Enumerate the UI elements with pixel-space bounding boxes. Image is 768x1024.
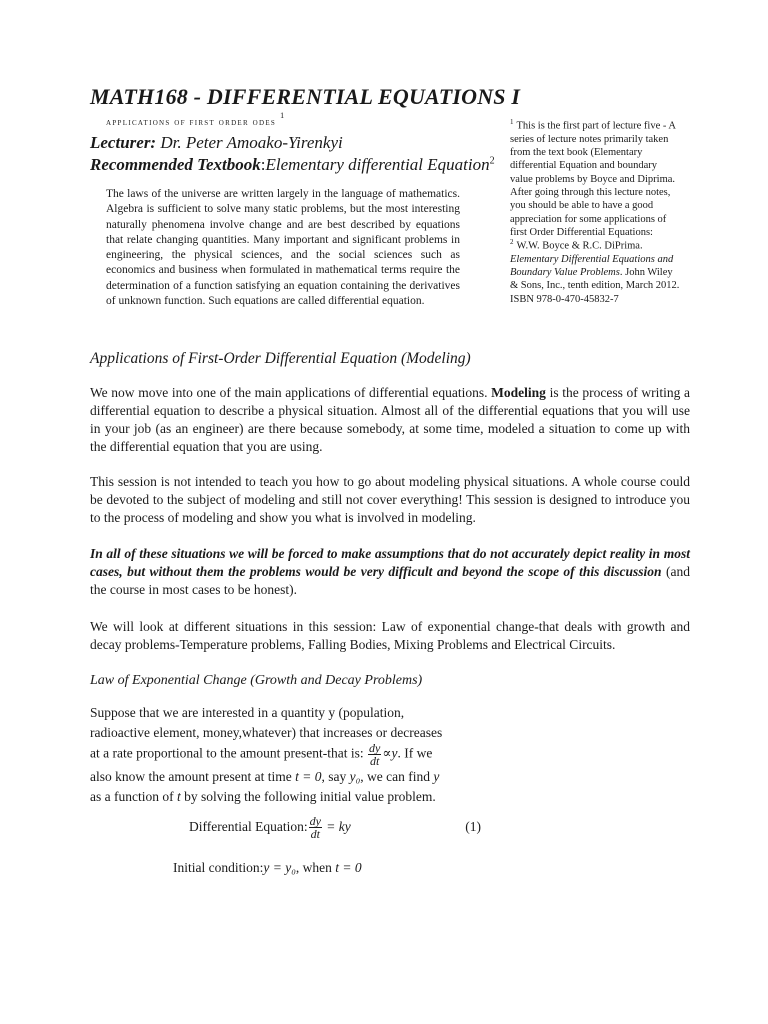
equation-numerator: dy [309, 814, 321, 829]
equation-label: Differential Equation: [189, 819, 308, 834]
fraction-denominator: dt [370, 754, 380, 768]
initial-condition-time: t = 0 [335, 860, 362, 875]
sidenote-2-book-title: Elementary Differential Equations and Boundary Value Problems [510, 253, 674, 279]
lecturer-label: Lecturer: [90, 133, 157, 152]
document-subtitle [106, 111, 285, 129]
initial-condition [173, 860, 362, 876]
p1-bold-term: Modeling [491, 385, 546, 400]
p5-text-f: by solving the following initial value problem. [184, 788, 436, 804]
p5-text-c: , say [321, 769, 347, 784]
equation-rhs: = ky [322, 819, 351, 834]
paragraph-exponential-change [90, 703, 452, 806]
equation-fraction [309, 815, 322, 840]
equation-number: (1) [465, 819, 481, 834]
textbook-label: Recommended Textbook [90, 155, 261, 174]
paragraph-situations: We will look at different situations in this session: Law of exponential change-that deals with growth and decay problems-Temperature problems, Falling Bodies, Mixing Problems and Electrical Circuits. [90, 619, 690, 652]
math-y0: y₀ [349, 769, 361, 784]
p5-text-e: as a function of [90, 788, 174, 804]
fraction-numerator: dy [369, 741, 381, 755]
p5-text-b: . If we also know the amount present at time [90, 745, 433, 784]
lecturer-name: Dr. Peter Amoako-Yirenkyi [160, 133, 343, 152]
equation-denominator: dt [310, 827, 320, 842]
footnote-ref-1[interactable]: 1 [280, 111, 285, 120]
p5-intro: Suppose that we are interested in a quantity y (population, radioactive element, money,whatever) that increases or decreases at a rate proportional to the amount present-that is: [90, 705, 443, 761]
equation-1 [189, 810, 485, 844]
subtitle-text: applications of first order odes [106, 118, 277, 129]
document-title: MATH168 - DIFFERENTIAL EQUATIONS I [90, 84, 521, 109]
math-t-zero: t = 0 [295, 769, 322, 784]
sidenote-2-publisher: . John Wiley & Sons, Inc., tenth edition, March 2012. ISBN 978-0-470-45832-7 [510, 267, 680, 305]
textbook-colon: : [260, 155, 266, 174]
p1-intro: We now move into one of the main applications of differential equations. [90, 385, 488, 400]
sidenote-2 [510, 236, 682, 306]
textbook-title: Elementary differential Equation [265, 155, 490, 174]
math-t: t [176, 788, 181, 804]
p3-rest: (and the course in most cases to be honest). [90, 564, 691, 597]
paragraph-session-scope: This session is not intended to teach you how to go about modeling physical situations. A whole course could be devoted to the subject of modeling and still not cover everything! This session is designed to introduce you to the process of modeling and show you what is involved in modeling. [90, 474, 690, 525]
paragraph-assumptions [90, 545, 690, 599]
sidenote-1-number: 1 [510, 118, 514, 126]
subsection-heading: Law of Exponential Change (Growth and Decay Problems) [90, 673, 423, 688]
sidenote-2-number: 2 [510, 238, 514, 246]
sidenote-1 [510, 116, 682, 239]
proportional-symbol: ∝y [382, 745, 398, 761]
sidenote-2-authors: W.W. Boyce & R.C. DiPrima. [516, 240, 643, 252]
p1-body: is the process of writing a differential equation to describe a physical situation. Almost all of the differential equations that you will use in your job (as an engineer) are there because somebody, at some time, modeled a situation to come up with the differential equation that you are using. [90, 385, 691, 454]
lecturer-line [90, 133, 343, 153]
abstract: The laws of the universe are written largely in the language of mathematics. Algebra is sufficient to solve many static problems, but the most interesting naturally phenomena involve change and are best described by equations that relate changing quantities. Many important and significant problems in engineering, the physical sciences, and the social sciences such as economics and business when formulated in mathematical terms require the determination of a function satisfying an equation containing the derivatives of unknown function. Such equations are called differential equation. [106, 188, 460, 308]
textbook-line [90, 155, 495, 175]
initial-condition-when: , when [295, 860, 336, 875]
paragraph-modeling [90, 384, 690, 456]
inline-fraction-dy-dt [368, 742, 381, 767]
footnote-ref-2[interactable]: 2 [489, 155, 495, 167]
p3-emphasis: In all of these situations we will be forced to make assumptions that do not accurately depict reality in most cases, but without them the problems would be very difficult and beyond the scope of this discussion [90, 546, 690, 579]
initial-condition-equation: y = y₀ [263, 860, 296, 875]
sidenote-1-text: This is the first part of lecture five - A series of lecture notes primarily taken from the text book (Elementary differential Equation and boundary value problems by Boyce and Diprima. After going through this lecture notes, you should be able to have a good appreciation for some applications of first Order Differential Equations: [510, 120, 676, 238]
math-y: y [433, 769, 440, 784]
section-heading: Applications of First-Order Differential Equation (Modeling) [90, 350, 471, 367]
initial-condition-label: Initial condition: [173, 860, 264, 875]
p5-text-d: , we can find [360, 769, 430, 784]
